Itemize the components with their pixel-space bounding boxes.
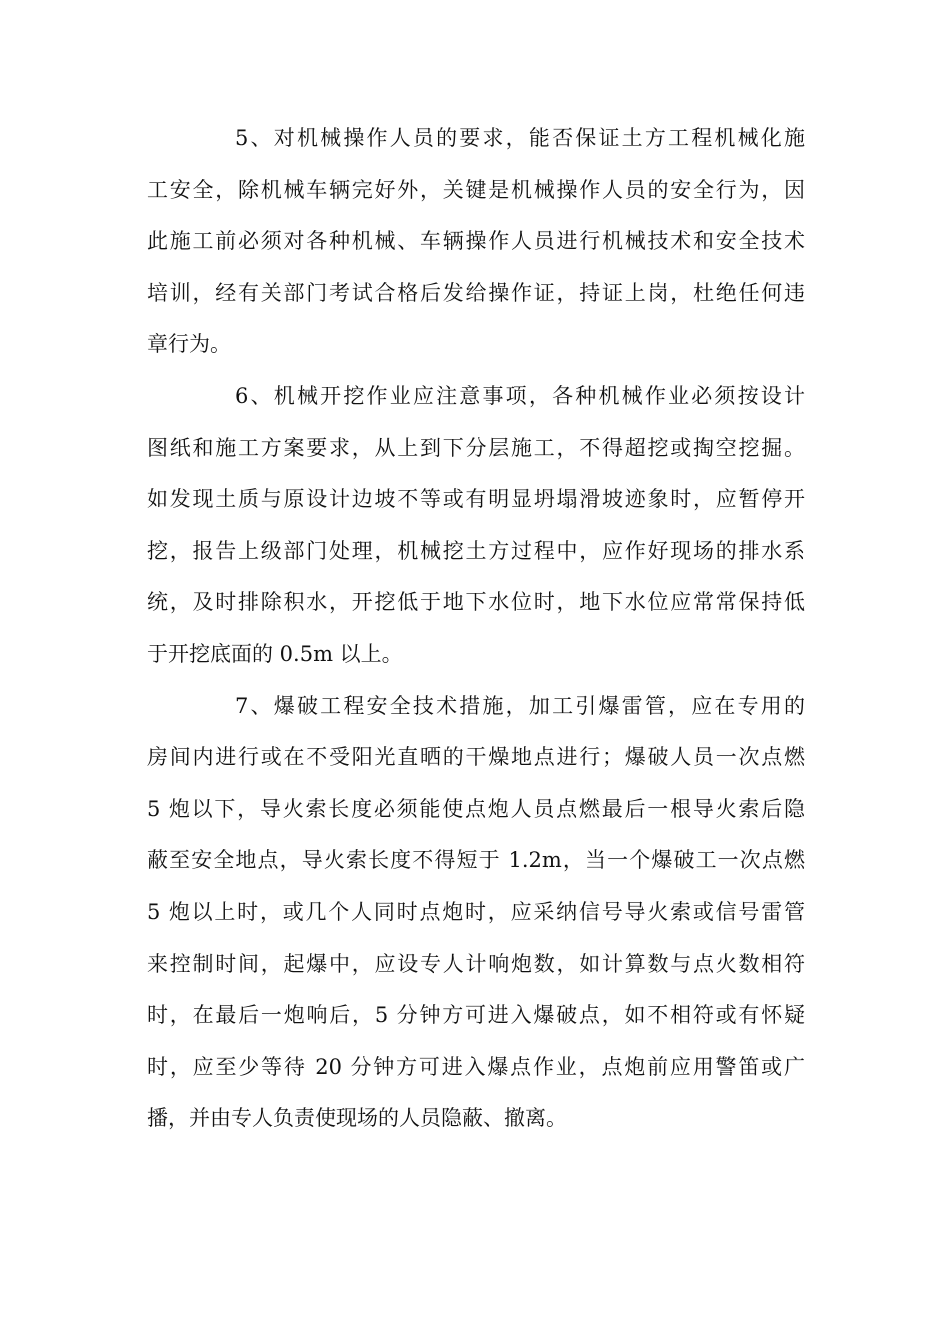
paragraph-line: 时，在最后一炮响后，5 分钟方可进入爆破点，如不相符或有怀疑	[147, 1003, 805, 1028]
paragraph-line: 统，及时排除积水，开挖低于地下水位时，地下水位应常常保持低	[147, 590, 805, 615]
document-body	[147, 113, 805, 1145]
paragraph-5	[147, 113, 805, 371]
paragraph-line: 5 炮以下，导火索长度必须能使点炮人员点燃最后一根导火索后隐	[147, 796, 805, 821]
paragraph-line: 蔽至安全地点，导火索长度不得短于 1.2m，当一个爆破工一次点燃	[147, 848, 805, 873]
paragraph-7	[147, 681, 805, 1145]
paragraph-line: 7、爆破工程安全技术措施，加工引爆雷管，应在专用的	[235, 693, 805, 718]
paragraph-line: 章行为。	[147, 332, 231, 357]
paragraph-line: 播，并由专人负责使现场的人员隐蔽、撤离。	[147, 1106, 567, 1131]
paragraph-line: 培训，经有关部门考试合格后发给操作证，持证上岗，杜绝任何违	[147, 280, 805, 305]
paragraph-line: 来控制时间，起爆中，应设专人计响炮数，如计算数与点火数相符	[147, 951, 805, 976]
paragraph-line: 如发现土质与原设计边坡不等或有明显坍塌滑坡迹象时，应暂停开	[147, 487, 805, 512]
paragraph-line: 5、对机械操作人员的要求，能否保证土方工程机械化施	[235, 126, 805, 150]
paragraph-line: 此施工前必须对各种机械、车辆操作人员进行机械技术和安全技术	[147, 229, 805, 254]
paragraph-line: 工安全，除机械车辆完好外，关键是机械操作人员的安全行为，因	[147, 177, 805, 202]
paragraph-line: 挖，报告上级部门处理，机械挖土方过程中，应作好现场的排水系	[147, 538, 805, 563]
paragraph-line: 时，应至少等待 20 分钟方可进入爆点作业，点炮前应用警笛或广	[147, 1054, 805, 1079]
paragraph-line: 图纸和施工方案要求，从上到下分层施工，不得超挖或掏空挖掘。	[147, 435, 805, 460]
paragraph-line: 6、机械开挖作业应注意事项，各种机械作业必须按设计	[235, 383, 805, 408]
paragraph-line: 5 炮以上时，或几个人同时点炮时，应采纳信号导火索或信号雷管	[147, 899, 805, 924]
paragraph-line: 房间内进行或在不受阳光直晒的干燥地点进行；爆破人员一次点燃	[147, 745, 805, 770]
paragraph-6	[147, 371, 805, 681]
paragraph-line: 于开挖底面的 0.5m 以上。	[147, 641, 403, 666]
